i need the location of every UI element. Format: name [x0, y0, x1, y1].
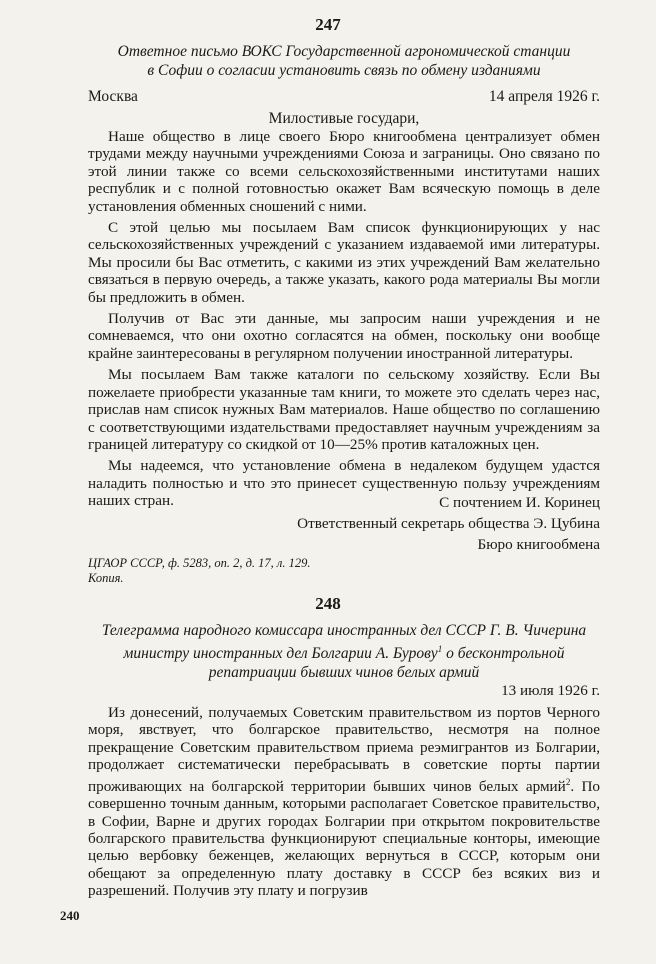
doc-247-archive-ref: ЦГАОР СССР, ф. 5283, оп. 2, д. 17, л. 129.	[88, 556, 311, 570]
doc-247-paragraph: С этой целью мы посылаем Вам список функционирующих у нас сельскохозяйственных учреждений с указанием издаваемой ими литературы. Мы просили бы Вас отметить, с какими из этих учреждений Вам желательно связаться в первую очередь, а также указать, какого рода материалы Вы могли бы предложить в обмен.	[88, 219, 600, 306]
doc-247-body	[88, 128, 600, 514]
doc-247-archive-note: Копия.	[88, 571, 124, 585]
doc-247-salutation: Милостивые государи,	[268, 110, 420, 127]
doc-247-signature-block	[88, 492, 600, 555]
doc-247-paragraph: Мы надеемся, что установление обмена в недалеком будущем удастся наладить полностью и что это принесет существенную пользу учреждениям наших стран.	[88, 457, 600, 510]
doc-248-title-line1: Телеграмма народного комиссара иностранных дел СССР Г. В. Чичерина	[101, 622, 587, 639]
doc-247-paragraph: Наше общество в лице своего Бюро книгообмена централизует обмен трудами между научными учреждениями Союза и заграницы. Оно связано по этой линии также со всеми сельскохозяйственными институтами наших республик и с полной готовностью окажет Вам всяческую помощь в деле установления обменных сношений с ними.	[88, 128, 600, 215]
doc-247-title	[88, 42, 600, 80]
doc-248-number: 248	[315, 594, 341, 613]
doc-247-title-line1: Ответное письмо ВОКС Государственной агрономической станции	[117, 43, 571, 60]
doc-247-paragraph: Мы посылаем Вам также каталоги по сельскому хозяйству. Если Вы пожелаете приобрести указанные там книги, то можете это сделать через нас, прислав нам список нужных Вам материалов. Наше общество по соглашению с соответствующими издательствами предоставляет научным учреждениям за границей литературу со скидкой от 10—25% против каталожных цен.	[88, 366, 600, 453]
doc-248-paragraph: Из донесений, получаемых Советским правительством из портов Черного моря, явствует, что болгарское правительство, несмотря на полное прекращение Советским правительством приема реэмигрантов из Болгарии, продолжает систематически перебрасывать в советские порты партии проживающих на болгарской территории бывших чинов белых армий$^2$. По совершенно точным данным, которыми располагает Советское правительство, в Софии, Варне и других городах Болгарии при открытом покровительстве болгарского правительства функционируют специальные конторы, имеющие целью вербовку беженцев, желающих вернуться в СССР, которым они обещают за определенную плату доставку в СССР без всяких виз и разрешений. Получив эту плату и погрузив	[88, 704, 601, 900]
doc-247-title-line2: в Софии о согласии установить связь по обмену изданиями	[147, 62, 541, 79]
doc-248-title	[88, 621, 600, 682]
doc-248-title-line3: репатриации бывших чинов белых армий	[208, 664, 480, 682]
doc-247-place: Москва	[88, 88, 138, 105]
doc-247-archive	[88, 556, 600, 586]
doc-248-date: 13 июля 1926 г.	[501, 682, 600, 699]
doc-247-date: 14 апреля 1926 г.	[488, 88, 600, 105]
page-number: 240	[60, 908, 80, 923]
doc-247-header-row	[88, 88, 600, 106]
doc-247-closing: С почтением И. Коринец	[439, 494, 600, 511]
doc-247-bureau: Бюро книгообмена	[477, 536, 600, 553]
doc-247-paragraph: Получив от Вас эти данные, мы запросим наши учреждения и не сомневаемся, что они охотно согласятся на обмен, поскольку они вообще крайне заинтересованы в регулярном получении иностранной литературы.	[88, 310, 600, 362]
doc-247-signature: Ответственный секретарь общества Э. Цубина	[297, 515, 600, 532]
doc-248-title-line2: министру иностранных дел Болгарии А. Бурову$^1$ о бесконтрольной	[123, 644, 565, 663]
doc-248-body	[88, 704, 600, 904]
doc-247-number: 247	[315, 15, 341, 34]
footnote-marker-2: 2	[565, 776, 571, 787]
footnote-marker-1: 1	[437, 644, 443, 654]
